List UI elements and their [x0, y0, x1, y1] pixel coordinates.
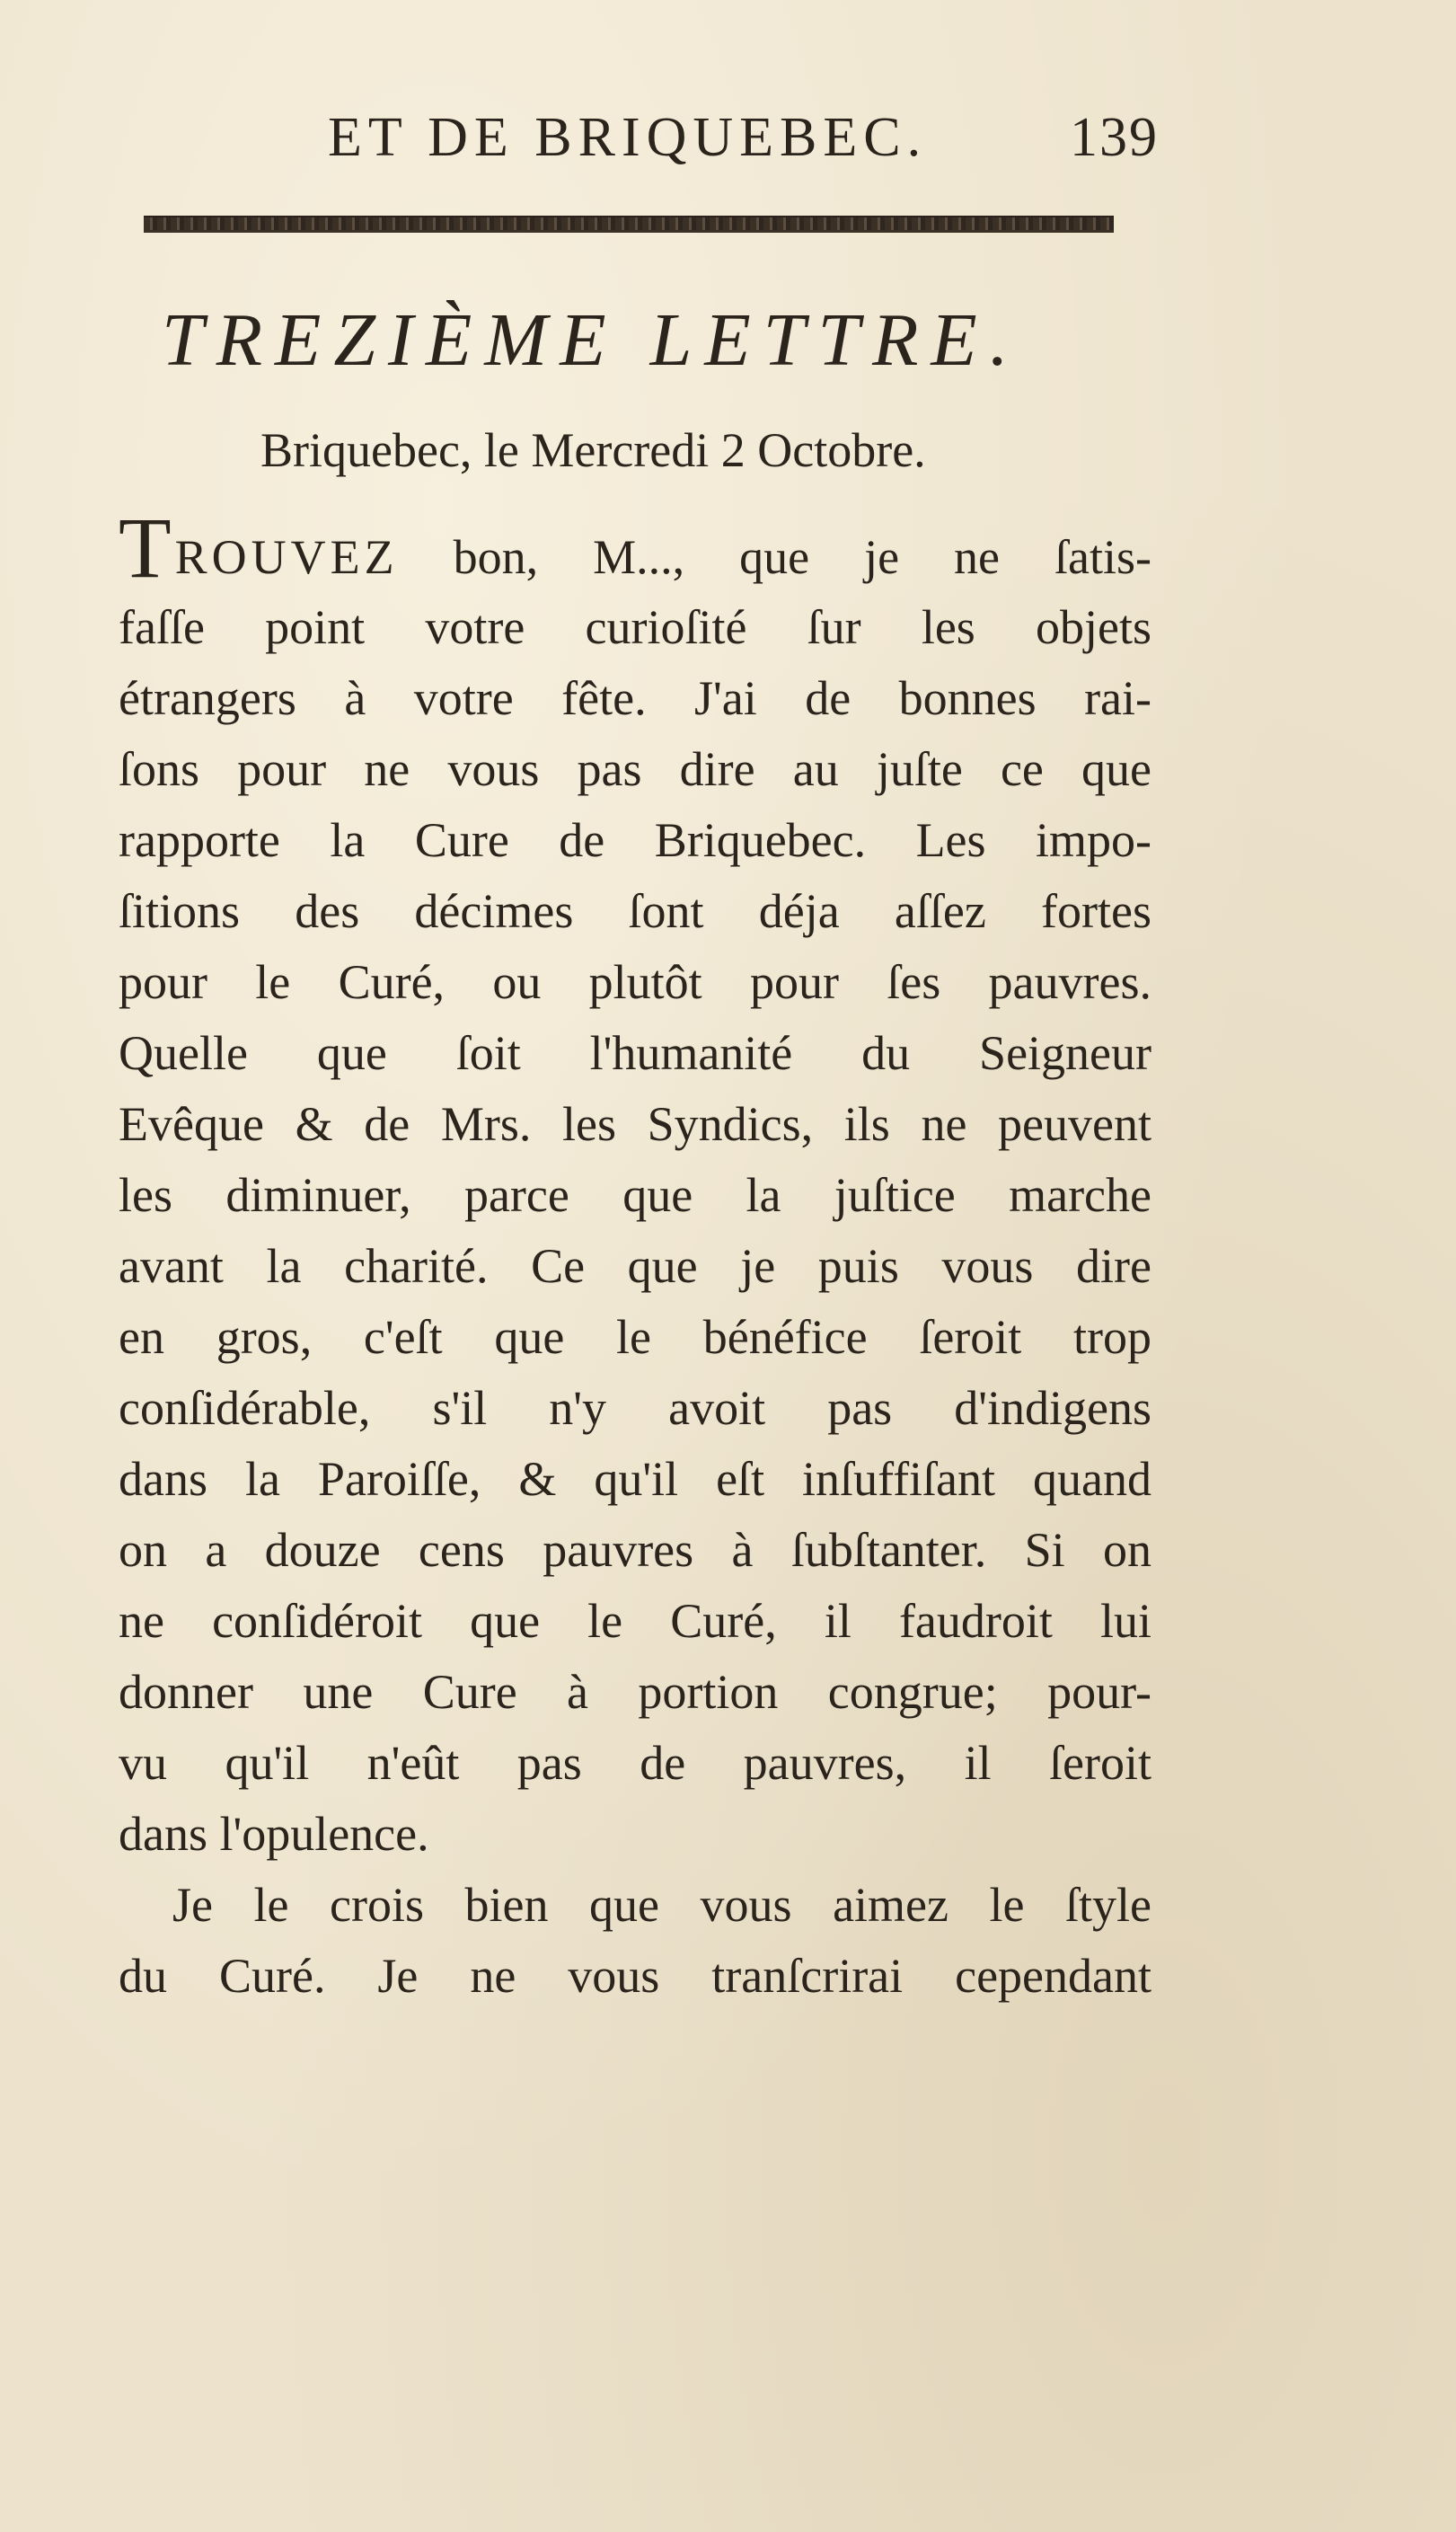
body-line: pour le Curé, ou plutôt pour ſes pauvres.: [119, 955, 1152, 1009]
ornamental-rule: [144, 216, 1114, 233]
body-line-1-text: bon, M..., que je ne ſatis-: [398, 530, 1152, 584]
body-line: dans la Paroiſſe, & qu'il eſt inſuffiſant quand: [119, 1452, 1152, 1506]
body-line: étrangers à votre fête. J'ai de bonnes rai-: [119, 671, 1152, 725]
page-header: [144, 106, 1159, 187]
page-number: 139: [1070, 107, 1159, 168]
body-line: ſitions des décimes ſont déja aſſez fortes: [119, 884, 1152, 938]
body-line: du Curé. Je ne vous tranſcrirai cependant: [119, 1949, 1152, 2003]
body-line: ne conſidéroit que le Curé, il faudroit lui: [119, 1594, 1152, 1648]
first-word: ROUVEZ: [174, 530, 399, 584]
body-line-1: [119, 500, 1152, 596]
body-line: les diminuer, parce que la juſtice marche: [119, 1168, 1152, 1222]
dateline: Briquebec, le Mercredi 2 Octobre.: [260, 423, 926, 477]
body-line: faſſe point votre curioſité ſur les objets: [119, 600, 1152, 654]
body-line: ſons pour ne vous pas dire au juſte ce que: [119, 742, 1152, 796]
body-line: on a douze cens pauvres à ſubſtanter. Si on: [119, 1523, 1152, 1577]
body-line-paragraph-end: dans l'opulence.: [119, 1807, 429, 1861]
body-line: donner une Cure à portion congrue; pour-: [119, 1665, 1152, 1719]
body-line: Quelle que ſoit l'humanité du Seigneur: [119, 1026, 1152, 1080]
body-line: Evêque & de Mrs. les Syndics, ils ne peuvent: [119, 1097, 1152, 1151]
body-text: [119, 500, 1152, 2012]
running-title: ET DE BRIQUEBEC.: [328, 107, 928, 168]
body-line: vu qu'il n'eût pas de pauvres, il ſeroit: [119, 1736, 1152, 1790]
letter-title: TREZIÈME LETTRE.: [162, 298, 1021, 382]
body-line: conſidérable, s'il n'y avoit pas d'indigens: [119, 1381, 1152, 1435]
body-line: rapporte la Cure de Briquebec. Les impo-: [119, 813, 1152, 867]
body-line-paragraph-start: Je le crois bien que vous aimez le ſtyle: [172, 1878, 1152, 1932]
drop-cap: T: [119, 500, 172, 596]
body-line: avant la charité. Ce que je puis vous dire: [119, 1239, 1152, 1293]
body-line: en gros, c'eſt que le bénéfice ſeroit trop: [119, 1310, 1152, 1364]
